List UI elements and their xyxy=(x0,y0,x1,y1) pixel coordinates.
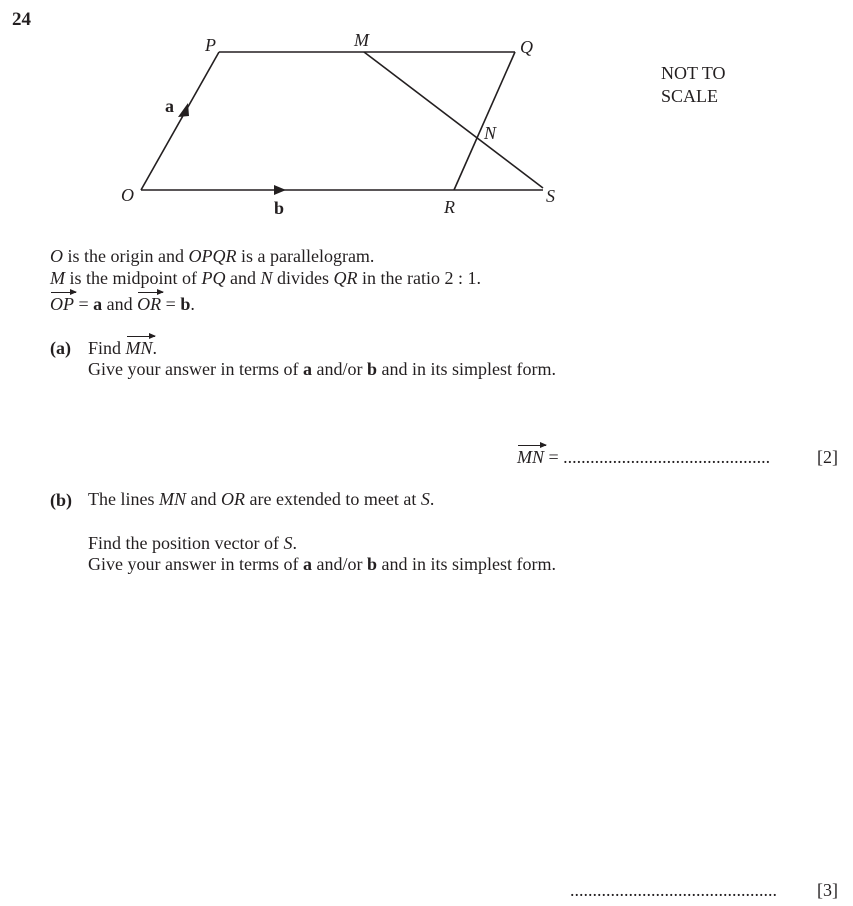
part-b-answer-line[interactable] xyxy=(570,879,777,901)
arrow-a-icon xyxy=(178,103,189,117)
intro-line-1: O is the origin and OPQR is a parallelogram. xyxy=(50,246,375,266)
not-to-scale-note xyxy=(661,62,726,108)
label-R: R xyxy=(444,197,455,217)
arrow-b-icon xyxy=(274,185,286,195)
part-a-instruction: Give your answer in terms of a and/or b and in its simplest form. xyxy=(88,359,556,379)
side-QR xyxy=(454,52,515,190)
vector-MN: MN xyxy=(126,335,153,359)
line-MS xyxy=(364,52,543,188)
answer-a-dots[interactable]: .............................................. xyxy=(563,447,771,467)
label-O: O xyxy=(121,185,134,205)
answer-b-dots[interactable]: .............................................. xyxy=(570,880,777,900)
vector-OR: OR xyxy=(137,291,161,315)
parallelogram-diagram xyxy=(0,0,853,240)
intro-OPQR: OPQR xyxy=(188,246,237,266)
label-a: a xyxy=(165,96,174,116)
label-Q: Q xyxy=(520,37,533,57)
question-number: 24 xyxy=(12,9,31,30)
label-S: S xyxy=(546,186,555,206)
label-b: b xyxy=(274,198,285,218)
answer-vector-MN: MN xyxy=(517,444,544,468)
intro-line-2: M is the midpoint of PQ and N divides QR in the ratio 2 : 1. xyxy=(50,268,481,288)
part-b-statement: The lines MN and OR are extended to meet at S. xyxy=(88,489,435,509)
intro-line-3: OP = a and OR = b. xyxy=(50,291,195,315)
label-M: M xyxy=(354,30,369,50)
not-to-scale-line-2: SCALE xyxy=(661,86,719,106)
part-b-label: (b) xyxy=(50,490,72,510)
label-N: N xyxy=(484,123,497,143)
vector-OP: OP xyxy=(50,291,74,315)
side-OP xyxy=(141,52,219,190)
label-P: P xyxy=(205,35,216,55)
part-a-label: (a) xyxy=(50,338,71,358)
part-b-instruction: Give your answer in terms of a and/or b and in its simplest form. xyxy=(88,554,556,574)
part-b-question: Find the position vector of S. xyxy=(88,533,297,553)
part-a-answer-line[interactable]: MN = .............................................. xyxy=(517,444,770,468)
part-a-question: Find MN. xyxy=(88,335,157,359)
part-b-marks: [3] xyxy=(817,880,838,900)
part-a-marks: [2] xyxy=(817,447,838,467)
not-to-scale-line-1: NOT TO xyxy=(661,63,726,83)
intro-O: O xyxy=(50,246,63,266)
